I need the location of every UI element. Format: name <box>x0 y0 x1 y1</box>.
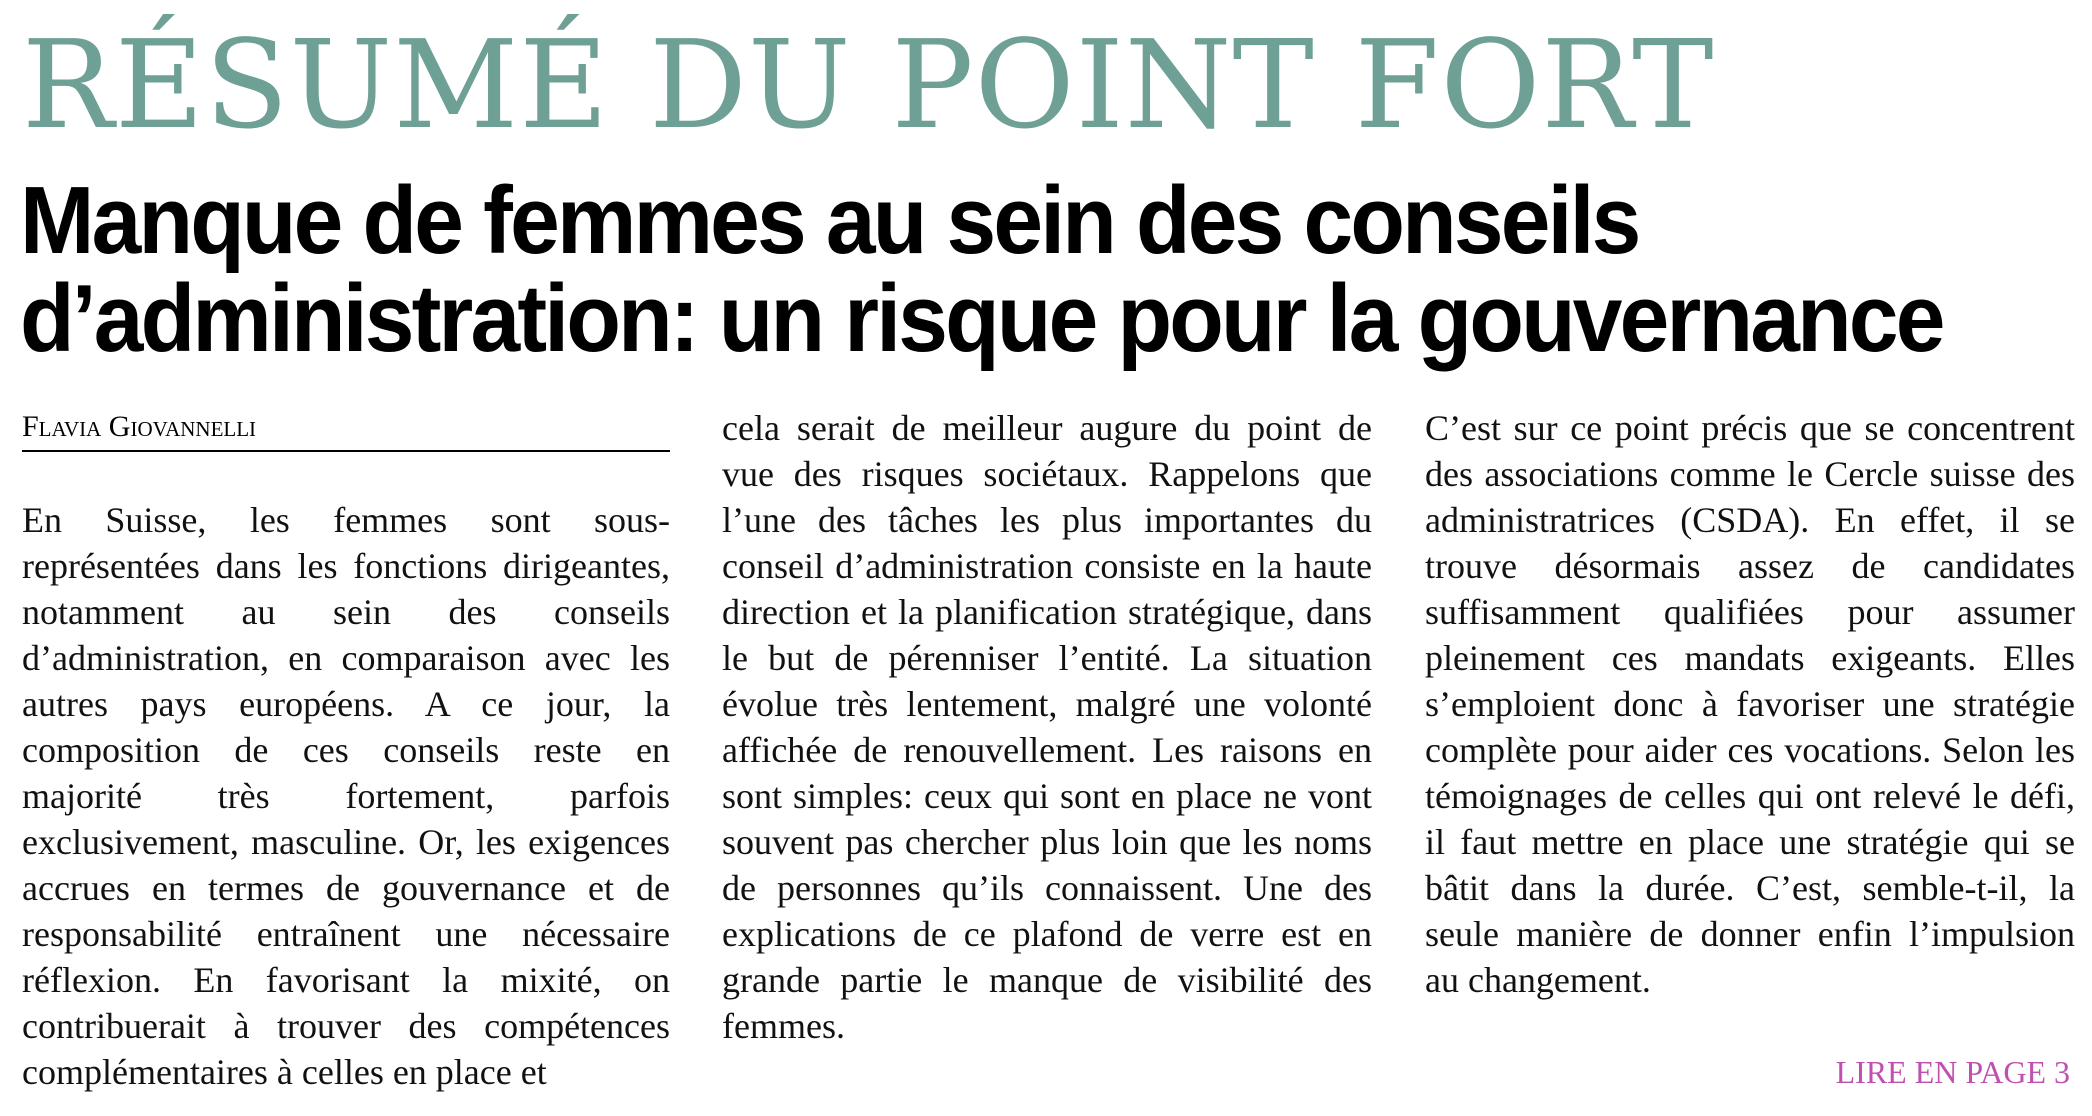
article-column-2: cela serait de meilleur augure du point de vue des risques sociétaux. Rappelons que l’une des tâches les plus importantes du conseil d’administration consiste en la haute direction et la planification stratégique, dans le but de pérenniser l’entité. La situation évolue très lentement, malgré une volonté affichée de renouvellement. Les raisons en sont simples: ceux qui sont en place ne vont souvent pas chercher plus loin que les noms de personnes qu’ils connaissent. Une des explications de ce plafond de verre est en grande partie le manque de visibilité des femmes. <box>722 408 1372 1046</box>
headline-line-1: Manque de femmes au sein des conseils <box>20 167 1639 274</box>
headline-line-2: d’administration: un risque pour la gouvernance <box>20 265 1943 372</box>
article-column-1: En Suisse, les femmes sont sous-représentées dans les fonctions dirigeantes, notamment au sein des conseils d’administration, en comparaison avec les autres pays européens. A ce jour, la composition de ces conseils reste en majorité très fortement, parfois exclusivement, masculine. Or, les exigences accrues en termes de gouvernance et de responsabilité entraînent une nécessaire réflexion. En favorisant la mixité, on contribuerait à trouver des compétences complémentaires à celles en place et <box>22 500 670 1092</box>
article-column-3: C’est sur ce point précis que se concentrent des associations comme le Cercle suisse des administratrices (CSDA). En effet, il se trouve désormais assez de candidates suffisamment qualifiées pour assumer pleinement ces mandats exigeants. Elles s’emploient donc à favoriser une stratégie complète pour aider ces vocations. Selon les témoignages de celles qui ont relevé le défi, il faut mettre en place une stratégie qui se bâtit dans la durée. C’est, semble-t-il, la seule manière de donner enfin l’impulsion au changement. <box>1425 408 2075 1000</box>
author-byline: Flavia Giovannelli <box>22 410 670 452</box>
section-kicker: RÉSUMÉ DU POINT FORT <box>22 14 1715 156</box>
article-headline <box>20 167 1943 372</box>
continued-on-page-link[interactable]: LIRE EN PAGE 3 <box>1835 1054 2070 1090</box>
